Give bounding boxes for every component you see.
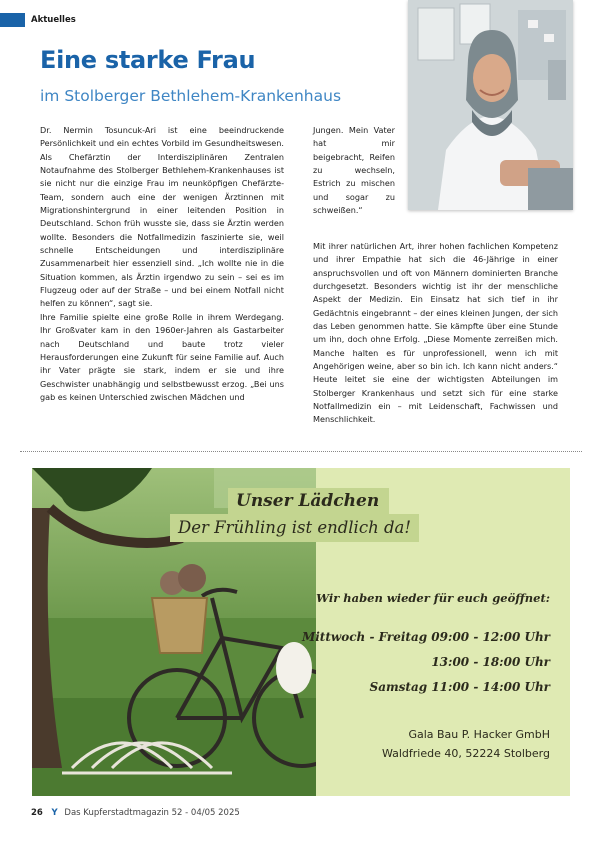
magazine-logo-icon: Y [51,808,58,818]
magazine-issue: Das Kupferstadtmagazin 52 - 04/05 2025 [64,808,240,818]
article-paragraph: Jungen. Mein Vater hat mir beigebracht, Reifen zu wechseln, Estrich zu mischen und sogar zu schweißen.“ [313,125,395,216]
ad-hours-line: 13:00 - 18:00 Uhr [431,655,550,669]
ad-hours-line: Samstag 11:00 - 14:00 Uhr [369,680,550,694]
article-subtitle: im Stolberger Bethlehem-Krankenhaus [40,87,342,105]
article-column-1 [40,124,284,404]
ad-opening-hours [302,625,550,700]
article-paragraph: Mit ihrer natürlichen Art, ihrer hohen fachlichen Kompetenz und ihrer Empathie hat sich die 46-Jährige in einer anspruchsvollen und oft von Männern dominierten Branche durchgesetzt. Besonders wichtig ist ihr der menschliche Aspekt der Medizin. Ein Einsatz hat sich tief in ihr Gedächtnis eingebrannt – der eines kleinen Jungen, der sich das Leben genommen hatte. Sie kämpfte über eine Stunde um ihn, doch ohne Erfolg. „Diese Momente zerreißen mich. Manche halten es für unprofessionell, wenn ich mit Angehörigen weine, aber so bin ich. Ich kann nicht anders.“ Heute leitet sie eine der wichtigsten Abteilungen im Stolberger Krankenhaus und setzt sich für eine starke Notfallmedizin ein – mit Leidenschaft, Fachwissen und Menschlichkeit. [313,241,558,425]
section-label: Aktuelles [31,15,76,25]
ad-opening-notice: Wir haben wieder für euch geöffnet: [316,591,550,605]
ad-banner-title: Unser Lädchen [228,488,389,514]
advertisement [32,468,570,796]
article-column-2-top [313,124,395,217]
ad-company-address: Waldfriede 40, 52224 Stolberg [381,747,550,760]
article-paragraph: Dr. Nermin Tosuncuk-Ari ist eine beeindruckende Persönlichkeit und ein echtes Vorbild im Gesundheitswesen. Als Chefärztin der Interdisziplinären Zentralen Notaufnahme des Stolberger Bethlehem-Krankenhauses ist sie nicht nur die einzige Frau im neunköpfigen Chefärzte-Team, sondern auch eine der wenigen Ärztinnen mit Migrationshintergrund in einer leitenden Position in Deutschland. Schon früh wusste sie, dass sie Ärztin werden wollte. Besonders die Notfallmedizin faszinierte sie, weil schnelle Entscheidungen und interdisziplinäre Zusammenarbeit hier essenziell sind. „Ich wollte nie in die Situation kommen, als Ärztin irgendwo zu sein – sei es im Flugzeug oder auf der Straße – und bei einem Notfall nicht helfen zu können“, sagt sie. [40,125,284,309]
portrait-photo [408,0,573,210]
page-footer [31,808,240,818]
ad-hours-line: Mittwoch - Freitag 09:00 - 12:00 Uhr [301,630,550,644]
section-color-tab [0,13,25,27]
article-paragraph: Ihre Familie spielte eine große Rolle in ihrem Werdegang. Ihr Großvater kam in den 1960er-Jahren als Gastarbeiter nach Deutschland und baute trotz vieler Herausforderungen eine Zukunft für seine Familie auf. Auch ihr Vater prägte sie stark, indem er sie und ihre Geschwister unabhängig und selbstbewusst erzog. „Bei uns gab es keinen Unterschied zwischen Mädchen und [40,311,284,402]
ad-company-name: Gala Bau P. Hacker GmbH [408,728,550,741]
article-column-2 [313,240,558,427]
ad-banner-subtitle: Der Frühling ist endlich da! [170,514,419,542]
article-title: Eine starke Frau [40,46,256,74]
ad-company-info [382,725,550,763]
page-number: 26 [31,808,43,818]
section-divider [20,451,582,452]
